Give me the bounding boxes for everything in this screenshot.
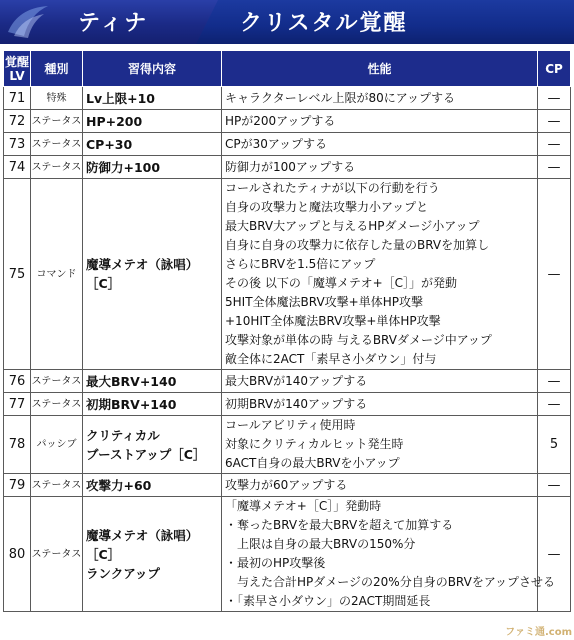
effect-line: 攻撃対象が単体の時 与えるBRVダメージ中アップ [225,333,492,347]
col-header-cp: CP [538,51,571,87]
table-row [4,370,571,393]
effect-line: キャラクターレベル上限が80にアップする [225,90,455,105]
effect-line: さらにBRVを1.5倍にアップ [225,257,376,271]
table-row [4,156,571,179]
effect-line: 自身に自身の攻撃力に依存した量のBRVを加算し [225,238,490,252]
row-type: 特殊 [31,87,83,110]
row-effect [222,87,538,110]
row-skill: 最大BRV+140 [83,370,222,393]
row-effect [222,156,538,179]
row-effect [222,133,538,156]
effect-line: 敵全体に2ACT「素早さ小ダウン」付与 [225,352,437,366]
row-skill: CP+30 [83,133,222,156]
effect-line: 自身の攻撃力と魔法攻撃力小アップと [225,200,429,214]
awakening-table [3,50,571,612]
row-skill: クリティカル ブーストアップ［C］ [83,416,222,474]
row-skill: HP+200 [83,110,222,133]
row-skill: 魔導メテオ（詠唱）［C］ ランクアップ [83,497,222,612]
row-skill: 攻撃力+60 [83,474,222,497]
table-row [4,179,571,370]
row-effect [222,393,538,416]
table-row [4,133,571,156]
row-lv: 80 [4,497,31,612]
row-effect [222,497,555,612]
effect-line: コールされたティナが以下の行動を行う [225,181,440,195]
watermark: ファミ通.com [505,627,572,638]
row-type: パッシブ [31,416,83,474]
dissidia-logo-icon [4,2,52,42]
row-skill: Lv上限+10 [83,87,222,110]
effect-line: 最大BRVが140アップする [225,373,368,388]
page-header [0,0,574,44]
row-skill: 初期BRV+140 [83,393,222,416]
row-type: コマンド [31,179,83,370]
row-effect [222,416,538,474]
row-cp: — [538,474,571,497]
row-cp: — [538,87,571,110]
table-row [4,110,571,133]
col-header-effect: 性能 [222,51,538,87]
row-type: ステータス [31,497,83,612]
row-type: ステータス [31,393,83,416]
col-header-skill: 習得内容 [83,51,222,87]
effect-line: 上限は自身の最大BRVの150%分 [225,537,416,551]
effect-line: 初期BRVが140アップする [225,396,368,411]
row-lv: 71 [4,87,31,110]
row-cp: — [538,393,571,416]
row-type: ステータス [31,110,83,133]
row-type: ステータス [31,156,83,179]
row-skill: 魔導メテオ（詠唱）［C］ [83,179,222,370]
row-type: ステータス [31,370,83,393]
effect-line: ・「素早さ小ダウン」の2ACT期間延長 [225,594,431,608]
effect-line: HPが200アップする [225,113,336,128]
row-lv: 74 [4,156,31,179]
row-skill: 防御力+100 [83,156,222,179]
effect-line: 防御力が100アップする [225,159,356,174]
effect-line: 攻撃力が60アップする [225,477,348,492]
row-cp: — [538,370,571,393]
table-header-row [4,51,571,87]
character-name: ティナ [78,11,149,36]
row-type: ステータス [31,133,83,156]
row-lv: 76 [4,370,31,393]
row-effect [222,110,538,133]
effect-line: +10HIT全体魔法BRV攻撃+単体HP攻撃 [225,314,441,328]
table-row [4,497,571,612]
effect-line: その後 以下の「魔導メテオ+［C］」が発動 [225,276,458,290]
col-header-type: 種別 [31,51,83,87]
row-effect [222,370,538,393]
row-effect [222,474,538,497]
effect-line: ・最初のHP攻撃後 [225,556,326,570]
row-lv: 75 [4,179,31,370]
row-cp: — [538,497,571,612]
effect-line: 対象にクリティカルヒット発生時 [225,437,404,451]
effect-line: 「魔導メテオ+［C］」発動時 [225,499,382,513]
table-row [4,393,571,416]
row-type: ステータス [31,474,83,497]
row-effect [222,179,538,370]
page-title: クリスタル覚醒 [240,11,408,36]
row-cp: 5 [538,416,571,474]
row-lv: 79 [4,474,31,497]
effect-line: ・奪ったBRVを最大BRVを超えて加算する [225,518,454,532]
effect-line: 最大BRV大アップと与えるHPダメージ小アップ [225,219,480,233]
effect-line: コールアビリティ使用時 [225,418,356,432]
col-header-lv: 覚醒 LV [4,51,31,87]
row-cp: — [538,179,571,370]
table-row [4,474,571,497]
effect-line: 6ACT自身の最大BRVを小アップ [225,456,400,470]
row-lv: 77 [4,393,31,416]
row-lv: 78 [4,416,31,474]
row-cp: — [538,156,571,179]
row-cp: — [538,110,571,133]
row-lv: 73 [4,133,31,156]
header-left-band [0,0,226,44]
table-row [4,416,571,474]
table-row [4,87,571,110]
row-lv: 72 [4,110,31,133]
effect-line: 与えた合計HPダメージの20%分自身のBRVをアップさせる [225,575,555,589]
row-cp: — [538,133,571,156]
effect-line: CPが30アップする [225,136,328,151]
effect-line: 5HIT全体魔法BRV攻撃+単体HP攻撃 [225,295,423,309]
